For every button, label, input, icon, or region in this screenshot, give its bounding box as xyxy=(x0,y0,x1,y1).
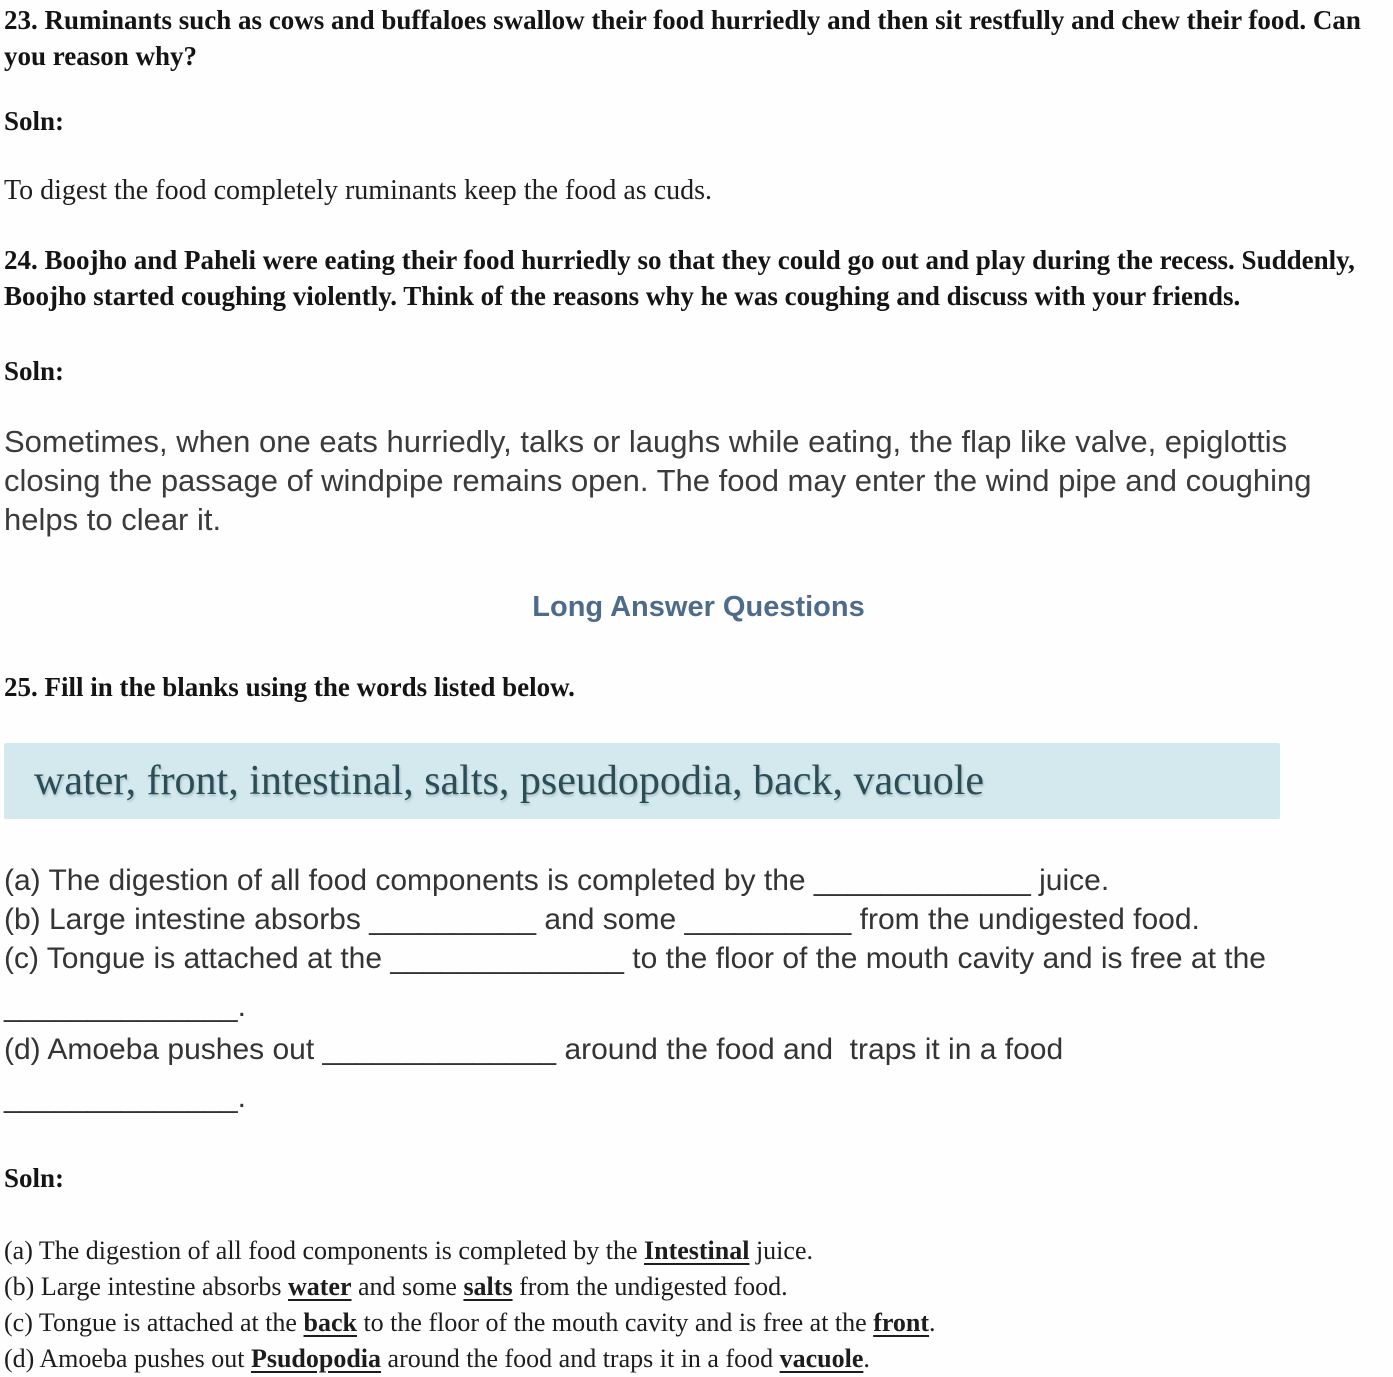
answer-word: Intestinal xyxy=(643,1236,750,1265)
question-23-text: 23. Ruminants such as cows and buffaloes swallow their food hurriedly and then sit restfully and chew their food. Can you reason why? xyxy=(4,5,1361,71)
fill-in-the-blanks-list xyxy=(4,861,1393,1117)
word-bank-text: water, front, intestinal, salts, pseudopodia, back, vacuole xyxy=(34,758,985,804)
solution-line xyxy=(4,1269,1393,1305)
solution-25-list xyxy=(4,1233,1393,1377)
section-heading-long-answer-questions: Long Answer Questions xyxy=(532,591,865,623)
fill-blank-line: (b) Large intestine absorbs __________ and some __________ from the undigested food. xyxy=(4,903,1200,936)
solution-text: (a) The digestion of all food components is completed by the xyxy=(4,1236,644,1265)
soln-label-q25: Soln: xyxy=(4,1163,65,1193)
solution-text: . xyxy=(929,1308,936,1337)
solution-text: . xyxy=(863,1344,870,1373)
answer-word: vacuole xyxy=(779,1344,864,1373)
solution-text: (d) Amoeba pushes out xyxy=(4,1344,251,1373)
answer-word: Psudopodia xyxy=(250,1344,382,1373)
question-24-text: 24. Boojho and Paheli were eating their food hurriedly so that they could go out and play during the recess. Suddenly, Boojho started coughing violently. Think of the reasons why he was coughing and discuss with your friends. xyxy=(4,245,1355,311)
fill-blank-continuation-line: ______________. xyxy=(4,1081,246,1114)
fill-blank-continuation-line: ______________. xyxy=(4,990,246,1023)
answer-word: back xyxy=(303,1308,357,1337)
solution-line xyxy=(4,1305,1393,1341)
solution-text: from the undigested food. xyxy=(512,1272,788,1301)
word-bank-box xyxy=(4,743,1280,819)
solution-line xyxy=(4,1341,1393,1377)
fill-blank-line: (a) The digestion of all food components is completed by the _____________ juice. xyxy=(4,864,1110,897)
solution-text: (b) Large intestine absorbs xyxy=(4,1272,288,1301)
question-25-text: 25. Fill in the blanks using the words listed below. xyxy=(4,672,575,702)
soln-label-q23: Soln: xyxy=(4,106,65,136)
fill-blank-line: (d) Amoeba pushes out ______________ around the food and traps it in a food xyxy=(4,1033,1064,1066)
solution-text: to the floor of the mouth cavity and is free at the xyxy=(356,1308,874,1337)
answer-23-text: To digest the food completely ruminants keep the food as cuds. xyxy=(4,175,712,206)
solution-text: around the food and traps it in a food xyxy=(381,1344,780,1373)
solution-text: juice. xyxy=(749,1236,813,1265)
answer-word: front xyxy=(873,1308,930,1337)
answer-24-text: Sometimes, when one eats hurriedly, talks or laughs while eating, the flap like valve, epiglottis closing the passage of windpipe remains open. The food may enter the wind pipe and coughing helps to clear it. xyxy=(4,424,1312,537)
solution-text: (c) Tongue is attached at the xyxy=(4,1308,304,1337)
soln-label-q24: Soln: xyxy=(4,356,65,386)
answer-word: water xyxy=(288,1272,352,1301)
answer-word: salts xyxy=(463,1272,513,1301)
solution-line xyxy=(4,1233,1393,1269)
fill-blank-line: (c) Tongue is attached at the ______________ to the floor of the mouth cavity and is free at the xyxy=(4,942,1266,975)
solution-text: and some xyxy=(351,1272,464,1301)
